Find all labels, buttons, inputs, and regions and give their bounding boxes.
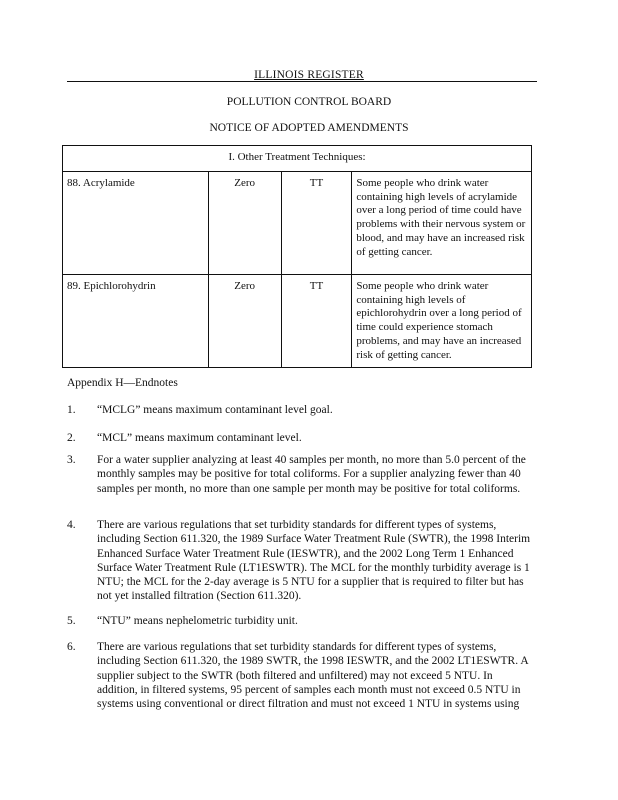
board-title: POLLUTION CONTROL BOARD	[226, 96, 392, 108]
notice-title: NOTICE OF ADOPTED AMENDMENTS	[209, 122, 409, 134]
endnote-number: 6.	[67, 641, 76, 653]
health-effects: Some people who drink water containing high levels of acrylamide over a long period of time could have problems with their nervous system or blood, and may have an increased risk of getting cancer.	[352, 172, 532, 275]
endnote-number: 1.	[67, 404, 76, 416]
endnote-text: “MCL” means maximum contaminant level.	[97, 432, 302, 444]
contaminant-name: 89. Epichlorohydrin	[63, 275, 209, 368]
endnote	[67, 453, 532, 496]
endnote-text: “NTU” means nephelometric turbidity unit.	[97, 615, 298, 627]
endnote-text: “MCLG” means maximum contaminant level goal.	[97, 404, 333, 416]
endnote	[67, 431, 532, 445]
mclg-value: Zero	[208, 275, 281, 368]
endnote	[67, 640, 532, 711]
endnote	[67, 614, 532, 628]
mclg-value: Zero	[208, 172, 281, 275]
endnote-number: 4.	[67, 519, 76, 531]
table-row	[63, 172, 532, 275]
section-heading-row	[63, 146, 532, 172]
endnote-number: 3.	[67, 454, 76, 466]
appendix-heading: Appendix H—Endnotes	[67, 377, 178, 389]
endnote-number: 5.	[67, 615, 76, 627]
mcl-value: TT	[281, 172, 352, 275]
contaminants-table	[62, 145, 532, 368]
endnote	[67, 403, 532, 417]
contaminant-name: 88. Acrylamide	[63, 172, 209, 275]
endnote-text: There are various regulations that set turbidity standards for different types of systems, including Section 611.320, the 1989 Surface Water Treatment Rule (SWTR), the 1998 Interim Enhanced Surface Water Treatment Rule (IESWTR), and the 2002 Long Term 1 Enhanced Surface Water Treatment Rule (LT1ESWTR). The MCL for the monthly turbidity average is 1 NTU; the MCL for the 2-day average is 5 NTU for a supplier that is required to filter but has not yet installed filtration (Section 611.320).	[97, 519, 531, 603]
endnote-number: 2.	[67, 432, 76, 444]
health-effects: Some people who drink water containing high levels of epichlorohydrin over a long period of time could experience stomach problems, and may have an increased risk of getting cancer.	[352, 275, 532, 368]
endnote-text: There are various regulations that set turbidity standards for different types of systems, including Section 611.320, the 1989 SWTR, the 1998 IESWTR, and the 2002 LT1ESWTR. A supplier subject to the SWTR (both filtered and unfiltered) may not exceed 5 NTU. In addition, in filtered systems, 95 percent of samples each month must not exceed 0.5 NTU in systems using conventional or direct filtration and must not exceed 1 NTU in systems using	[97, 641, 529, 711]
mcl-value: TT	[281, 275, 352, 368]
endnote	[67, 518, 532, 604]
section-heading: I. Other Treatment Techniques:	[63, 146, 532, 172]
endnote-text: For a water supplier analyzing at least 40 samples per month, no more than 5.0 percent of the monthly samples may be positive for total coliforms. For a supplier analyzing fewer than 40 samples per month, no more than one sample per month may be positive for total coliforms.	[97, 454, 526, 495]
register-title: ILLINOIS REGISTER	[254, 69, 364, 81]
table-row	[63, 275, 532, 368]
